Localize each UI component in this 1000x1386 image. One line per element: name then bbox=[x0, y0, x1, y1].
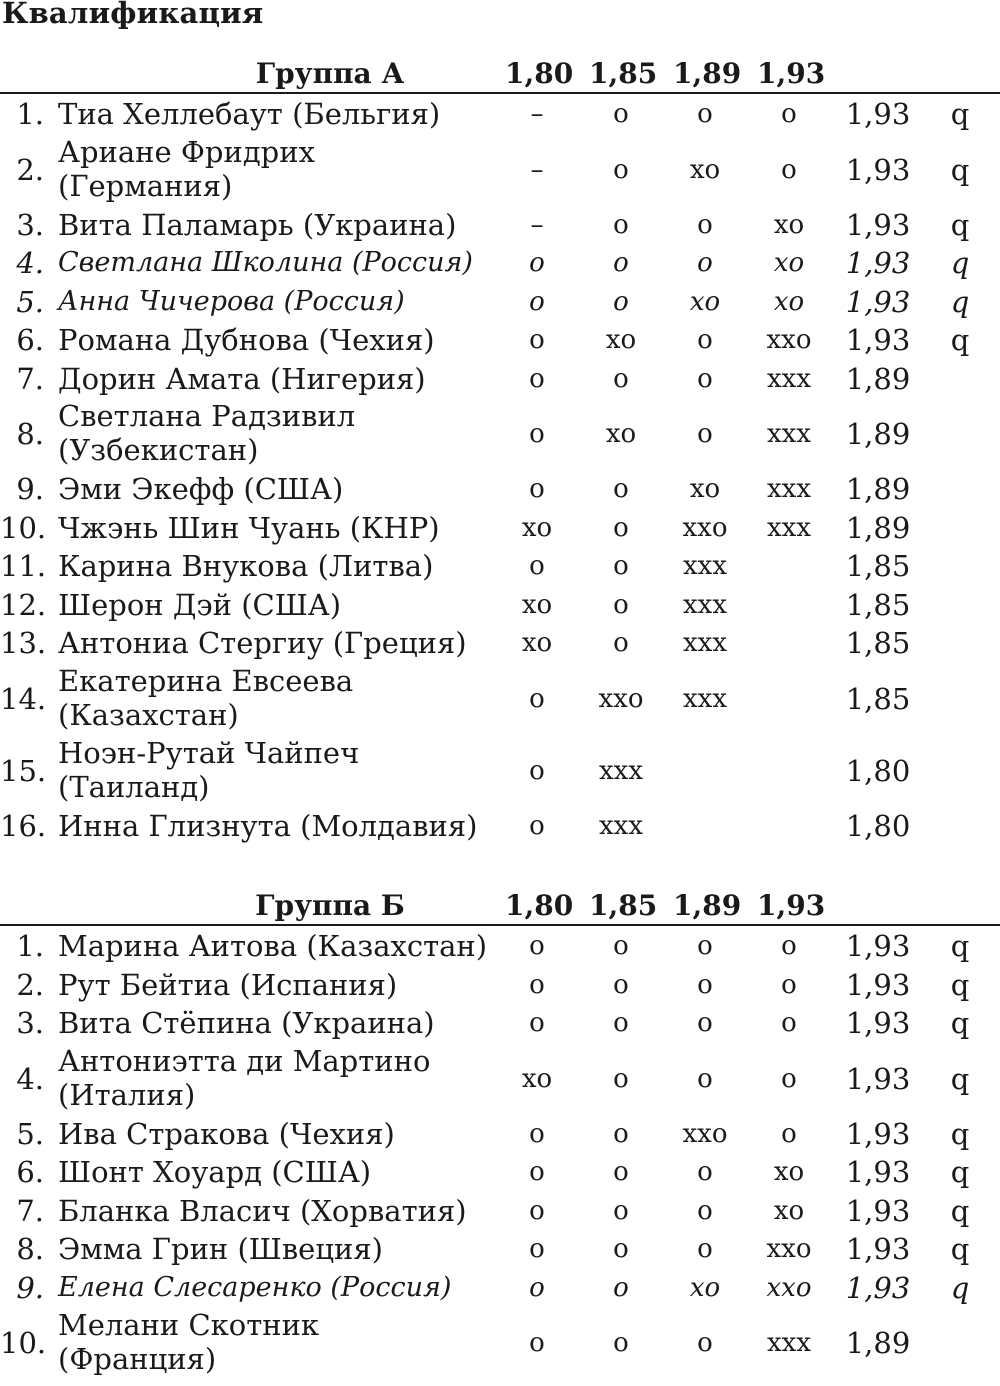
result-cell: 1,93 bbox=[845, 1116, 911, 1151]
athlete-name-line: Ива Стракова (Чехия) bbox=[58, 1116, 395, 1151]
table-row bbox=[0, 1268, 1000, 1307]
athlete-name-line: Эми Экефф (США) bbox=[58, 472, 344, 506]
athlete-name bbox=[58, 664, 353, 732]
athlete-name-line: Антониа Стергиу (Греция) bbox=[58, 626, 467, 660]
athlete-rank: 8. bbox=[16, 1232, 44, 1266]
result-cell: 1,93 bbox=[845, 207, 911, 242]
attempt-cell: xxx bbox=[683, 628, 727, 658]
attempt-cell: o bbox=[529, 1157, 545, 1187]
athlete-name bbox=[58, 208, 456, 242]
qualification-mark: q bbox=[950, 1061, 970, 1096]
table-row bbox=[0, 926, 1000, 965]
athlete-name bbox=[58, 399, 355, 467]
attempt-cell: xxo bbox=[766, 1234, 812, 1264]
attempt-cell: o bbox=[781, 969, 797, 1000]
table-row bbox=[0, 1229, 1000, 1268]
result-cell: 1,93 bbox=[845, 1270, 911, 1305]
qualification-mark: q bbox=[950, 246, 970, 280]
qualification-mark: q bbox=[950, 1155, 970, 1189]
qualification-mark: q bbox=[950, 929, 970, 963]
qualification-mark: q bbox=[950, 207, 970, 242]
qualification-mark: q bbox=[950, 1232, 970, 1266]
athlete-name bbox=[58, 135, 315, 203]
attempt-cell: o bbox=[613, 969, 629, 1000]
athlete-rank: 2. bbox=[16, 967, 44, 1002]
height-header: 1,93 bbox=[757, 889, 826, 922]
attempt-cell: xxx bbox=[599, 810, 643, 841]
athlete-rank: 5. bbox=[16, 284, 44, 319]
attempt-cell: xo bbox=[689, 286, 721, 317]
attempt-cell: o bbox=[613, 474, 629, 504]
attempt-cell: o bbox=[613, 1063, 629, 1094]
attempt-cell: o bbox=[529, 419, 545, 449]
attempt-cell: o bbox=[697, 363, 713, 394]
attempt-cell: o bbox=[613, 1234, 629, 1264]
attempt-cell: o bbox=[697, 325, 713, 355]
attempt-cell: o bbox=[613, 1328, 629, 1358]
athlete-name bbox=[58, 1308, 319, 1376]
group-a-rows bbox=[0, 94, 1000, 844]
attempt-cell: xo bbox=[773, 209, 805, 240]
attempt-cell: xxx bbox=[767, 419, 811, 449]
attempt-cell: o bbox=[781, 99, 797, 129]
attempt-cell: o bbox=[697, 931, 713, 961]
attempt-cell: o bbox=[613, 1008, 629, 1038]
height-header: 1,93 bbox=[757, 57, 826, 90]
athlete-name bbox=[58, 285, 405, 319]
athlete-name bbox=[58, 809, 477, 843]
attempt-cell: o bbox=[613, 1195, 629, 1226]
attempt-cell: o bbox=[697, 419, 713, 449]
group-b-table bbox=[0, 884, 1000, 1378]
athlete-name-line: Елена Слесаренко (Россия) bbox=[58, 1271, 452, 1303]
athlete-name-line: Ариане Фридрих bbox=[58, 134, 315, 169]
athlete-rank: 5. bbox=[16, 1116, 44, 1151]
athlete-name-line: Тиа Хеллебаут (Бельгия) bbox=[58, 97, 441, 131]
athlete-name bbox=[58, 1232, 383, 1266]
athlete-rank: 3. bbox=[16, 1006, 44, 1040]
athlete-rank: 1. bbox=[16, 97, 44, 131]
athlete-rank: 1. bbox=[16, 929, 44, 963]
attempt-cell: o bbox=[529, 1234, 545, 1264]
athlete-name bbox=[58, 1271, 451, 1305]
result-cell: 1,93 bbox=[845, 323, 911, 357]
attempt-cell: o bbox=[529, 363, 545, 394]
attempt-cell: o bbox=[781, 931, 797, 961]
athlete-name bbox=[58, 588, 341, 622]
athlete-rank: 6. bbox=[16, 1155, 44, 1189]
attempt-cell: xxo bbox=[598, 683, 644, 714]
table-row bbox=[0, 806, 1000, 845]
athlete-name bbox=[58, 97, 440, 131]
athlete-name-line: Инна Глизнута (Молдавия) bbox=[58, 808, 478, 843]
attempt-cell: o bbox=[613, 248, 629, 278]
attempt-cell: – bbox=[530, 209, 544, 240]
attempt-cell: o bbox=[529, 683, 545, 714]
attempt-cell: o bbox=[613, 154, 629, 185]
athlete-rank: 9. bbox=[16, 472, 44, 506]
athlete-rank: 7. bbox=[16, 1193, 44, 1228]
attempt-cell: o bbox=[697, 248, 713, 278]
athlete-name bbox=[58, 511, 440, 545]
attempt-cell: xxx bbox=[767, 1328, 811, 1358]
table-row bbox=[0, 1114, 1000, 1153]
athlete-name-line: Бланка Власич (Хорватия) bbox=[58, 1193, 467, 1228]
attempt-cell: o bbox=[529, 755, 545, 786]
attempt-cell: o bbox=[529, 1008, 545, 1038]
attempt-cell: o bbox=[613, 628, 629, 658]
athlete-rank: 4. bbox=[16, 1061, 44, 1096]
athlete-name-line: Дорин Амата (Нигерия) bbox=[58, 361, 426, 396]
attempt-cell: xo bbox=[605, 419, 637, 449]
attempt-cell: o bbox=[613, 1118, 629, 1149]
qualification-mark: q bbox=[950, 967, 970, 1002]
athlete-name-line: (Германия) bbox=[58, 168, 233, 203]
result-cell: 1,89 bbox=[845, 510, 911, 545]
result-cell: 1,93 bbox=[845, 1155, 911, 1189]
attempt-cell: xxx bbox=[683, 589, 727, 620]
attempt-cell: xo bbox=[605, 325, 637, 355]
athlete-rank: 2. bbox=[16, 152, 44, 187]
attempt-cell: xo bbox=[773, 1195, 805, 1226]
attempt-cell: xxo bbox=[766, 1272, 812, 1303]
result-cell: 1,93 bbox=[845, 929, 911, 963]
attempt-cell: o bbox=[781, 154, 797, 185]
attempt-cell: o bbox=[613, 1272, 629, 1303]
result-cell: 1,85 bbox=[845, 549, 911, 583]
athlete-name bbox=[58, 472, 343, 506]
result-cell: 1,80 bbox=[845, 753, 911, 788]
attempt-cell: xxx bbox=[683, 683, 727, 714]
table-row bbox=[0, 243, 1000, 282]
attempt-cell: o bbox=[697, 99, 713, 129]
result-cell: 1,85 bbox=[845, 681, 911, 716]
qualification-mark: q bbox=[950, 323, 970, 357]
result-cell: 1,89 bbox=[845, 417, 911, 451]
athlete-rank: 13. bbox=[0, 626, 47, 660]
height-header: 1,80 bbox=[505, 889, 574, 922]
attempt-cell: o bbox=[697, 1063, 713, 1094]
attempt-cell: o bbox=[613, 931, 629, 961]
height-header: 1,85 bbox=[589, 57, 658, 90]
athlete-name bbox=[58, 1117, 395, 1151]
attempt-cell: o bbox=[613, 1157, 629, 1187]
result-cell: 1,80 bbox=[845, 808, 911, 843]
attempt-cell: o bbox=[697, 1328, 713, 1358]
attempt-cell: xo bbox=[689, 154, 721, 185]
athlete-name-line: Екатерина Евсеева bbox=[58, 663, 354, 698]
table-row bbox=[0, 359, 1000, 398]
athlete-name bbox=[58, 1155, 371, 1189]
result-cell: 1,93 bbox=[845, 967, 911, 1002]
attempt-cell: o bbox=[529, 325, 545, 355]
athlete-name-line: Вита Стёпина (Украина) bbox=[58, 1006, 435, 1040]
athlete-name-line: Рут Бейтиа (Испания) bbox=[58, 967, 398, 1002]
height-header: 1,85 bbox=[589, 889, 658, 922]
table-row bbox=[0, 965, 1000, 1004]
table-row bbox=[0, 734, 1000, 806]
result-cell: 1,89 bbox=[845, 361, 911, 396]
group-b-header bbox=[0, 884, 1000, 926]
attempt-cell: xxx bbox=[683, 551, 727, 581]
table-row bbox=[0, 508, 1000, 547]
athlete-rank: 15. bbox=[0, 753, 47, 788]
result-cell: 1,89 bbox=[845, 1326, 911, 1360]
athlete-name-line: Антониэтта ди Мартино bbox=[58, 1043, 431, 1078]
athlete-name bbox=[58, 736, 359, 804]
athlete-name-line: (Узбекистан) bbox=[58, 433, 259, 467]
attempt-cell: o bbox=[529, 1118, 545, 1149]
result-cell: 1,85 bbox=[845, 587, 911, 622]
result-cell: 1,93 bbox=[845, 246, 911, 280]
result-cell: 1,89 bbox=[845, 472, 911, 506]
result-cell: 1,93 bbox=[845, 1006, 911, 1040]
attempt-cell: xxx bbox=[599, 755, 643, 786]
qualification-mark: q bbox=[950, 1006, 970, 1040]
group-name: Группа А bbox=[255, 57, 405, 90]
athlete-name bbox=[58, 968, 397, 1002]
attempt-cell: o bbox=[781, 1118, 797, 1149]
attempt-cell: o bbox=[697, 1157, 713, 1187]
result-cell: 1,93 bbox=[845, 1193, 911, 1228]
athlete-name-line: (Таиланд) bbox=[58, 769, 210, 804]
athlete-name-line: Вита Паламарь (Украина) bbox=[58, 207, 457, 242]
attempt-cell: o bbox=[697, 209, 713, 240]
table-row bbox=[0, 1191, 1000, 1230]
table-row bbox=[0, 397, 1000, 469]
group-b-rows bbox=[0, 926, 1000, 1378]
attempt-cell: xo bbox=[689, 474, 721, 504]
athlete-rank: 14. bbox=[0, 681, 47, 716]
attempt-cell: xxo bbox=[682, 512, 728, 543]
attempt-cell: – bbox=[530, 99, 544, 129]
athlete-rank: 7. bbox=[16, 361, 44, 396]
attempt-cell: xo bbox=[521, 628, 553, 658]
attempt-cell: o bbox=[613, 551, 629, 581]
attempt-cell: o bbox=[529, 474, 545, 504]
attempt-cell: xo bbox=[521, 512, 553, 543]
attempt-cell: xo bbox=[773, 1157, 805, 1187]
attempt-cell: o bbox=[697, 969, 713, 1000]
attempt-cell: o bbox=[529, 969, 545, 1000]
result-cell: 1,93 bbox=[845, 1232, 911, 1266]
athlete-rank: 9. bbox=[16, 1270, 44, 1305]
qualification-mark: q bbox=[950, 1270, 970, 1305]
table-row bbox=[0, 320, 1000, 359]
qualification-mark: q bbox=[950, 97, 970, 131]
table-row bbox=[0, 623, 1000, 662]
group-a-table bbox=[0, 52, 1000, 844]
attempt-cell: o bbox=[529, 810, 545, 841]
athlete-name-line: Анна Чичерова (Россия) bbox=[58, 285, 405, 317]
attempt-cell: o bbox=[613, 286, 629, 317]
athlete-name-line: Светлана Школина (Россия) bbox=[58, 247, 473, 278]
result-cell: 1,93 bbox=[845, 1061, 911, 1096]
page-title: Квалификация bbox=[2, 0, 264, 30]
attempt-cell: xo bbox=[521, 1063, 553, 1094]
table-row bbox=[0, 1152, 1000, 1191]
group-a-header bbox=[0, 52, 1000, 94]
athlete-name bbox=[58, 323, 435, 357]
height-header: 1,80 bbox=[505, 57, 574, 90]
athlete-name bbox=[58, 246, 473, 280]
qualification-mark: q bbox=[950, 1116, 970, 1151]
athlete-name-line: Шерон Дэй (США) bbox=[58, 587, 342, 622]
attempt-cell: o bbox=[613, 99, 629, 129]
attempt-cell: xxx bbox=[767, 363, 811, 394]
attempt-cell: o bbox=[613, 512, 629, 543]
athlete-rank: 3. bbox=[16, 207, 44, 242]
attempt-cell: o bbox=[613, 589, 629, 620]
athlete-name-line: Чжэнь Шин Чуань (КНР) bbox=[58, 510, 440, 545]
attempt-cell: o bbox=[529, 248, 545, 278]
attempt-cell: xo bbox=[773, 286, 805, 317]
table-row bbox=[0, 205, 1000, 244]
athlete-rank: 6. bbox=[16, 323, 44, 357]
athlete-name bbox=[58, 1044, 430, 1112]
athlete-name bbox=[58, 1006, 435, 1040]
qualification-mark: q bbox=[950, 152, 970, 187]
table-row bbox=[0, 1003, 1000, 1042]
athlete-name-line: Шонт Хоуард (США) bbox=[58, 1155, 372, 1189]
attempt-cell: o bbox=[613, 209, 629, 240]
attempt-cell: o bbox=[781, 1008, 797, 1038]
athlete-name bbox=[58, 549, 433, 583]
athlete-rank: 10. bbox=[0, 1326, 47, 1360]
athlete-rank: 11. bbox=[0, 549, 47, 583]
athlete-name-line: (Казахстан) bbox=[58, 697, 239, 732]
table-row bbox=[0, 282, 1000, 321]
athlete-name-line: Светлана Радзивил bbox=[58, 399, 356, 433]
athlete-rank: 10. bbox=[0, 510, 47, 545]
attempt-cell: o bbox=[697, 1008, 713, 1038]
athlete-name-line: Ноэн-Рутай Чайпеч bbox=[58, 735, 360, 770]
athlete-name-line: Марина Аитова (Казахстан) bbox=[58, 929, 488, 963]
attempt-cell: xxx bbox=[767, 474, 811, 504]
table-row bbox=[0, 469, 1000, 508]
attempt-cell: o bbox=[529, 286, 545, 317]
group-name: Группа Б bbox=[255, 889, 405, 922]
athlete-name bbox=[58, 626, 467, 660]
attempt-cell: o bbox=[781, 1063, 797, 1094]
table-row bbox=[0, 662, 1000, 734]
athlete-rank: 8. bbox=[16, 417, 44, 451]
attempt-cell: o bbox=[697, 1234, 713, 1264]
athlete-name bbox=[58, 362, 426, 396]
attempt-cell: o bbox=[529, 1328, 545, 1358]
athlete-name bbox=[58, 929, 487, 963]
athlete-name-line: Карина Внукова (Литва) bbox=[58, 549, 434, 583]
result-cell: 1,93 bbox=[845, 152, 911, 187]
attempt-cell: o bbox=[529, 931, 545, 961]
athlete-name-line: Эмма Грин (Швеция) bbox=[58, 1232, 383, 1266]
attempt-cell: xxo bbox=[682, 1118, 728, 1149]
attempt-cell: xo bbox=[689, 1272, 721, 1303]
table-row bbox=[0, 133, 1000, 205]
athlete-rank: 4. bbox=[16, 246, 44, 280]
attempt-cell: o bbox=[697, 1195, 713, 1226]
athlete-name-line: (Италия) bbox=[58, 1077, 196, 1112]
attempt-cell: o bbox=[613, 363, 629, 394]
height-header: 1,89 bbox=[673, 889, 742, 922]
attempt-cell: – bbox=[530, 154, 544, 185]
table-row bbox=[0, 94, 1000, 133]
table-row bbox=[0, 1306, 1000, 1378]
result-cell: 1,85 bbox=[845, 626, 911, 660]
table-row bbox=[0, 1042, 1000, 1114]
athlete-rank: 12. bbox=[0, 587, 47, 622]
attempt-cell: xo bbox=[773, 248, 805, 278]
athlete-rank: 16. bbox=[0, 808, 47, 843]
attempt-cell: xxx bbox=[767, 512, 811, 543]
table-row bbox=[0, 546, 1000, 585]
table-row bbox=[0, 585, 1000, 624]
attempt-cell: o bbox=[529, 551, 545, 581]
qualification-mark: q bbox=[950, 284, 970, 319]
athlete-name bbox=[58, 1194, 467, 1228]
attempt-cell: o bbox=[529, 1195, 545, 1226]
attempt-cell: xo bbox=[521, 589, 553, 620]
result-cell: 1,93 bbox=[845, 97, 911, 131]
attempt-cell: o bbox=[529, 1272, 545, 1303]
athlete-name-line: Мелани Скотник bbox=[58, 1308, 320, 1342]
attempt-cell: xxo bbox=[766, 325, 812, 355]
result-cell: 1,93 bbox=[845, 284, 911, 319]
athlete-name-line: (Франция) bbox=[58, 1342, 217, 1376]
qualification-mark: q bbox=[950, 1193, 970, 1228]
athlete-name-line: Романа Дубнова (Чехия) bbox=[58, 323, 435, 357]
height-header: 1,89 bbox=[673, 57, 742, 90]
